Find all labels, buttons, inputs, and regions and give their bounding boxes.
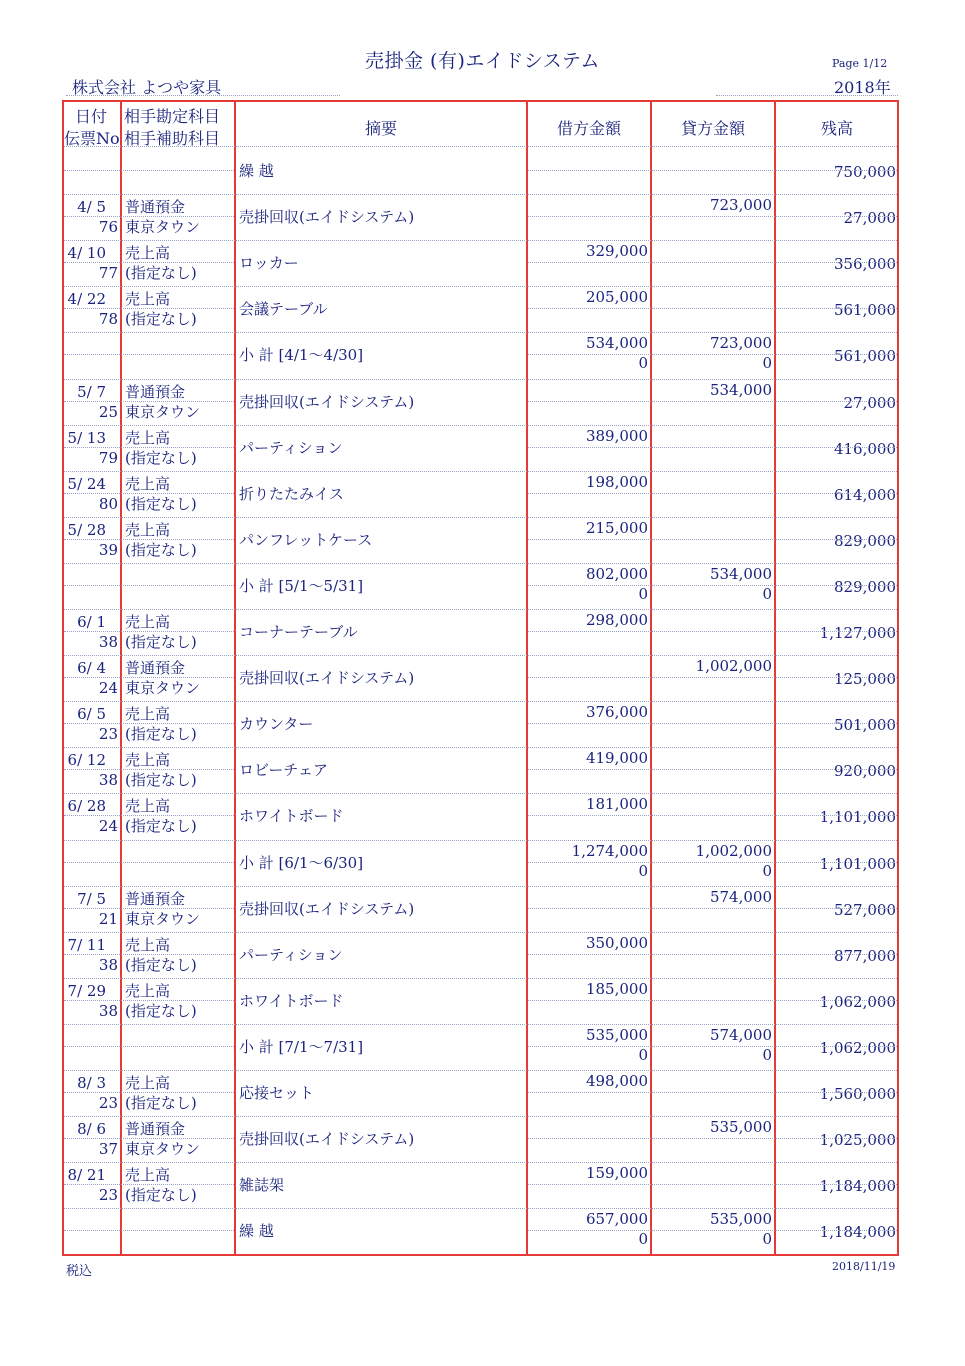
row-subaccount: (指定なし): [125, 448, 197, 467]
row-midline: [528, 493, 897, 494]
row-date: 8/ 6: [77, 1120, 106, 1139]
row-balance: 1,101,000: [819, 854, 896, 873]
row-midline: [64, 493, 234, 494]
row-summary: ホワイトボード: [239, 991, 344, 1010]
row-credit-tax: 0: [762, 584, 772, 603]
row-credit: 723,000: [709, 334, 772, 353]
row-subaccount: 東京タウン: [125, 909, 201, 928]
row-voucher-no: 38: [98, 1001, 118, 1020]
header-voucher-no: 伝票No: [64, 129, 120, 148]
row-separator: [64, 978, 897, 979]
row-date: 8/ 3: [77, 1074, 106, 1092]
row-balance: 416,000: [833, 439, 896, 458]
row-voucher-no: 79: [98, 448, 118, 467]
row-midline: [528, 954, 897, 955]
row-voucher-no: 38: [98, 955, 118, 974]
row-account: 売上高: [125, 290, 171, 309]
row-voucher-no: 39: [98, 540, 118, 559]
row-credit: 534,000: [709, 564, 772, 583]
row-subaccount: (指定なし): [125, 771, 197, 790]
row-subaccount: (指定なし): [125, 1186, 197, 1205]
row-midline: [528, 401, 897, 402]
row-subaccount: (指定なし): [125, 310, 197, 329]
row-date: 5/ 24: [67, 474, 106, 493]
row-separator: [64, 932, 897, 933]
row-account: 売上高: [125, 981, 171, 1000]
row-debit: 389,000: [585, 426, 648, 445]
row-midline: [528, 908, 897, 909]
row-date: 4/ 5: [77, 198, 106, 217]
row-balance: 614,000: [833, 485, 896, 504]
row-voucher-no: 37: [98, 1140, 118, 1159]
row-debit: 329,000: [585, 242, 648, 261]
row-midline: [64, 954, 234, 955]
row-debit-tax: 0: [638, 1230, 648, 1249]
row-voucher-no: 78: [98, 310, 118, 329]
row-separator: [64, 379, 897, 380]
row-separator: [64, 655, 897, 656]
row-credit: 1,002,000: [695, 841, 772, 860]
row-midline: [528, 723, 897, 724]
row-midline: [64, 447, 234, 448]
row-account: 売上高: [125, 751, 171, 770]
row-subaccount: 東京タウン: [125, 679, 201, 698]
row-midline: [528, 447, 897, 448]
header-subaccount: 相手補助科目: [124, 129, 221, 148]
row-summary: パンフレットケース: [239, 530, 373, 549]
row-balance: 1,184,000: [819, 1223, 896, 1242]
row-midline: [64, 354, 234, 355]
row-midline: [528, 539, 897, 540]
row-summary: パーティション: [239, 438, 343, 457]
row-balance: 1,062,000: [819, 1038, 896, 1057]
row-midline: [64, 908, 234, 909]
ledger-title: 売掛金 (有)エイドシステム: [365, 50, 600, 72]
row-voucher-no: 23: [98, 1094, 118, 1112]
row-debit: 1,274,000: [571, 841, 648, 860]
header-credit: 貸方金額: [680, 119, 745, 138]
row-midline: [528, 1092, 897, 1093]
row-debit: 802,000: [585, 564, 648, 583]
row-separator: [64, 194, 897, 195]
row-separator: [64, 286, 897, 287]
row-summary: パーティション: [239, 945, 343, 964]
row-debit: 181,000: [585, 795, 648, 814]
row-separator: [64, 701, 897, 702]
row-balance: 750,000: [833, 163, 896, 181]
row-separator: [64, 146, 897, 147]
row-date: 6/ 12: [67, 751, 106, 770]
row-balance: 829,000: [833, 577, 896, 596]
row-balance: 1,127,000: [819, 624, 896, 642]
row-separator: [64, 471, 897, 472]
row-account: 普通預金: [125, 1120, 186, 1139]
row-voucher-no: 25: [98, 402, 118, 421]
row-midline: [528, 862, 897, 863]
row-credit-tax: 0: [762, 861, 772, 880]
row-midline: [64, 308, 234, 309]
row-summary: 繰 越: [239, 162, 274, 180]
row-separator: [64, 840, 897, 841]
row-balance: 527,000: [833, 900, 896, 919]
row-balance: 1,560,000: [819, 1085, 896, 1103]
row-summary: 雑誌架: [239, 1176, 285, 1195]
row-midline: [528, 216, 897, 217]
row-separator: [64, 886, 897, 887]
row-midline: [64, 1092, 234, 1093]
row-summary: ロビーチェア: [239, 761, 328, 780]
row-separator: [64, 332, 897, 333]
row-credit-tax: 0: [762, 354, 772, 373]
row-voucher-no: 23: [98, 725, 118, 744]
row-midline: [528, 677, 897, 678]
row-balance: 27,000: [843, 393, 896, 412]
row-voucher-no: 38: [98, 771, 118, 790]
row-debit: 657,000: [585, 1210, 648, 1229]
row-account: 売上高: [125, 1166, 171, 1185]
row-balance: 1,025,000: [819, 1131, 896, 1150]
row-midline: [528, 354, 897, 355]
row-subaccount: 東京タウン: [125, 402, 201, 421]
row-summary: 売掛回収(エイドシステム): [239, 208, 415, 227]
row-summary: コーナーテーブル: [239, 623, 358, 641]
row-balance: 356,000: [833, 255, 896, 274]
header-account: 相手勘定科目: [124, 107, 221, 126]
row-credit-tax: 0: [762, 1045, 772, 1064]
row-date: 6/ 4: [77, 659, 106, 678]
row-subaccount: (指定なし): [125, 633, 197, 651]
row-date: 8/ 21: [67, 1166, 106, 1185]
row-debit: 198,000: [585, 472, 648, 491]
row-midline: [64, 585, 234, 586]
row-midline: [528, 1230, 897, 1231]
row-subaccount: (指定なし): [125, 1001, 197, 1020]
row-credit: 574,000: [709, 1025, 772, 1044]
row-subaccount: (指定なし): [125, 264, 197, 283]
row-account: 売上高: [125, 613, 171, 631]
row-account: 売上高: [125, 797, 171, 816]
year-underline: [716, 95, 898, 96]
row-midline: [528, 815, 897, 816]
row-voucher-no: 80: [98, 494, 118, 513]
row-midline: [64, 631, 234, 632]
row-date: 4/ 10: [67, 244, 106, 263]
row-debit-tax: 0: [638, 1045, 648, 1064]
company-name: 株式会社 よつや家具: [72, 78, 222, 97]
row-summary: 応接セット: [239, 1084, 315, 1102]
row-midline: [64, 815, 234, 816]
row-voucher-no: 23: [98, 1186, 118, 1205]
row-debit: 350,000: [585, 933, 648, 952]
print-date: 2018/11/19: [832, 1260, 896, 1273]
row-separator: [64, 793, 897, 794]
row-credit: 534,000: [709, 380, 772, 399]
row-balance: 1,101,000: [819, 808, 896, 827]
row-subaccount: 東京タウン: [125, 218, 201, 237]
row-voucher-no: 76: [98, 218, 118, 237]
row-midline: [528, 1138, 897, 1139]
row-midline: [64, 539, 234, 540]
row-midline: [64, 216, 234, 217]
row-credit: 535,000: [709, 1210, 772, 1229]
row-midline: [64, 1000, 234, 1001]
row-subaccount: (指定なし): [125, 1094, 197, 1112]
row-separator: [64, 1024, 897, 1025]
row-midline: [64, 1230, 234, 1231]
row-summary: 売掛回収(エイドシステム): [239, 1130, 415, 1149]
row-midline: [64, 862, 234, 863]
row-date: 7/ 5: [77, 889, 106, 908]
row-subaccount: (指定なし): [125, 725, 197, 744]
row-separator: [64, 747, 897, 748]
row-separator: [64, 1162, 897, 1163]
row-date: 5/ 28: [67, 520, 106, 539]
row-balance: 1,184,000: [819, 1177, 896, 1196]
page-number: Page 1/12: [832, 57, 888, 70]
row-summary: カウンター: [239, 715, 314, 734]
row-summary: 売掛回収(エイドシステム): [239, 392, 415, 411]
row-balance: 561,000: [833, 347, 896, 366]
row-midline: [528, 631, 897, 632]
row-credit: 1,002,000: [695, 657, 772, 676]
row-credit-tax: 0: [762, 1230, 772, 1249]
header-balance: 残高: [820, 119, 853, 138]
tax-note: 税込: [66, 1264, 93, 1279]
row-midline: [528, 769, 897, 770]
fiscal-year: 2018年: [834, 78, 891, 97]
row-subaccount: (指定なし): [125, 540, 197, 559]
row-separator: [64, 563, 897, 564]
row-credit: 723,000: [709, 196, 772, 215]
row-midline: [64, 262, 234, 263]
row-separator: [64, 517, 897, 518]
row-account: 普通預金: [125, 198, 186, 217]
row-debit: 205,000: [585, 288, 648, 307]
row-debit: 215,000: [585, 518, 648, 537]
header-debit: 借方金額: [556, 119, 621, 138]
row-summary: 折りたたみイス: [239, 484, 344, 503]
row-debit: 298,000: [585, 611, 648, 629]
row-subaccount: 東京タウン: [125, 1140, 201, 1159]
row-summary: 繰 越: [239, 1222, 274, 1241]
company-underline: [66, 95, 340, 96]
row-account: 普通預金: [125, 382, 186, 401]
row-balance: 561,000: [833, 301, 896, 320]
row-voucher-no: 24: [98, 817, 118, 836]
header-date: 日付: [74, 107, 107, 126]
row-midline: [528, 262, 897, 263]
row-date: 6/ 1: [77, 613, 106, 631]
row-voucher-no: 38: [98, 633, 118, 651]
row-midline: [64, 401, 234, 402]
row-date: 4/ 22: [67, 290, 106, 309]
row-account: 売上高: [125, 705, 171, 724]
row-separator: [64, 609, 897, 610]
row-subaccount: (指定なし): [125, 817, 197, 836]
row-summary: 小 計 [4/1～4/30]: [239, 346, 364, 365]
row-midline: [528, 585, 897, 586]
row-balance: 125,000: [833, 670, 896, 689]
row-credit: 535,000: [709, 1118, 772, 1137]
row-date: 7/ 29: [67, 981, 106, 1000]
row-debit: 534,000: [585, 334, 648, 353]
row-date: 7/ 11: [67, 935, 106, 954]
row-account: 売上高: [125, 520, 171, 539]
row-debit-tax: 0: [638, 584, 648, 603]
row-debit: 535,000: [585, 1025, 648, 1044]
row-summary: ホワイトボード: [239, 807, 344, 826]
row-debit: 159,000: [585, 1164, 648, 1183]
row-summary: ロッカー: [239, 254, 299, 273]
row-date: 6/ 5: [77, 705, 106, 724]
row-date: 6/ 28: [67, 797, 106, 816]
row-separator: [64, 1070, 897, 1071]
row-separator: [64, 240, 897, 241]
row-balance: 829,000: [833, 531, 896, 550]
row-account: 普通預金: [125, 889, 186, 908]
row-balance: 1,062,000: [819, 992, 896, 1011]
row-debit: 498,000: [585, 1072, 648, 1090]
row-debit-tax: 0: [638, 861, 648, 880]
row-account: 売上高: [125, 1074, 171, 1092]
row-midline: [64, 170, 234, 171]
row-credit: 574,000: [709, 887, 772, 906]
row-midline: [528, 1184, 897, 1185]
row-date: 5/ 7: [77, 382, 106, 401]
row-debit: 376,000: [585, 703, 648, 722]
row-balance: 877,000: [833, 946, 896, 965]
row-balance: 27,000: [843, 209, 896, 228]
row-midline: [64, 677, 234, 678]
row-account: 売上高: [125, 935, 171, 954]
row-voucher-no: 21: [98, 909, 118, 928]
row-debit-tax: 0: [638, 354, 648, 373]
row-summary: 売掛回収(エイドシステム): [239, 669, 415, 688]
row-voucher-no: 77: [98, 264, 118, 283]
row-midline: [64, 769, 234, 770]
row-summary: 売掛回収(エイドシステム): [239, 899, 415, 918]
row-midline: [64, 1184, 234, 1185]
row-balance: 920,000: [833, 762, 896, 781]
row-account: 売上高: [125, 244, 171, 263]
row-midline: [528, 170, 897, 171]
row-account: 売上高: [125, 428, 171, 447]
column-divider: [234, 100, 236, 1256]
row-midline: [64, 723, 234, 724]
row-midline: [528, 1046, 897, 1047]
row-voucher-no: 24: [98, 679, 118, 698]
row-account: 普通預金: [125, 659, 186, 678]
row-account: 売上高: [125, 474, 171, 493]
row-summary: 小 計 [6/1～6/30]: [239, 853, 364, 872]
row-separator: [64, 1116, 897, 1117]
row-subaccount: (指定なし): [125, 494, 197, 513]
row-midline: [528, 1000, 897, 1001]
row-balance: 501,000: [833, 716, 896, 735]
row-midline: [64, 1138, 234, 1139]
row-summary: 会議テーブル: [239, 300, 328, 319]
row-separator: [64, 425, 897, 426]
row-midline: [64, 1046, 234, 1047]
row-date: 5/ 13: [67, 428, 106, 447]
header-summary: 摘要: [364, 119, 397, 138]
row-midline: [528, 308, 897, 309]
row-separator: [64, 1208, 897, 1209]
row-subaccount: (指定なし): [125, 955, 197, 974]
row-summary: 小 計 [7/1～7/31]: [239, 1037, 364, 1056]
row-summary: 小 計 [5/1～5/31]: [239, 576, 364, 595]
row-debit: 419,000: [585, 749, 648, 768]
row-debit: 185,000: [585, 979, 648, 998]
